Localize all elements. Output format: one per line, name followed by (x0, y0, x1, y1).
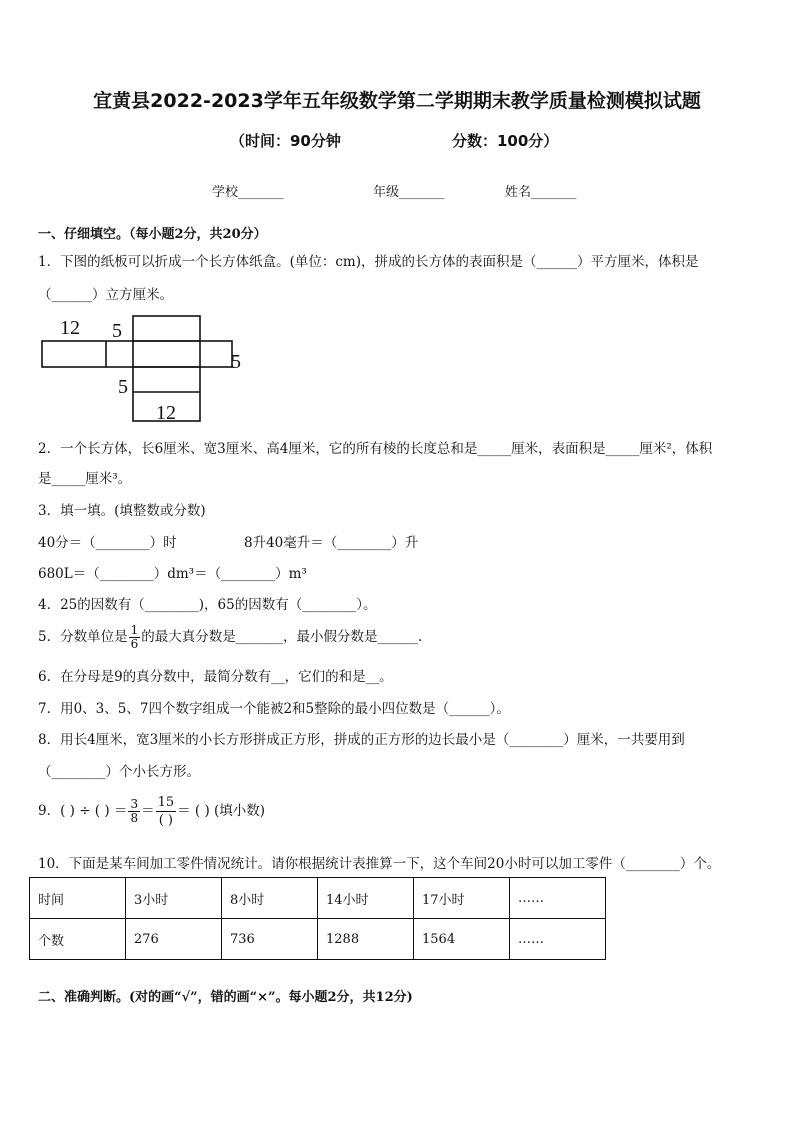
table-cell: 1564 (414, 919, 510, 960)
section-2-heading: 二、准确判断。(对的画“√”，错的画“×”。每小题2分，共12分) (38, 990, 413, 1005)
question-10: 10．下面是某车间加工零件情况统计。请你根据统计表推算一下，这个车间20小时可以加工零件（________）个。 (38, 856, 721, 872)
question-5-before: 5．分数单位是 (38, 629, 128, 645)
fraction-numerator: 15 (157, 795, 175, 810)
school-field: 学校_______ (212, 185, 284, 200)
fraction-denominator: 8 (130, 811, 139, 825)
exam-score: 分数：100分） (452, 132, 559, 150)
question-9-before: 9．( ) ÷ ( ) ＝ (38, 803, 128, 819)
question-3-title: 3．填一填。(填整数或分数) (38, 503, 206, 519)
grade-field: 年级_______ (373, 185, 445, 200)
net-label-bottom-width: 5 (118, 376, 128, 398)
table-row (30, 878, 606, 919)
section-1-heading: 一、仔细填空。（每小题2分，共20分） (38, 227, 267, 242)
table-cell: 8小时 (222, 878, 318, 919)
question-9-fraction-1 (128, 798, 140, 825)
table-cell: 17小时 (414, 878, 510, 919)
table-cell: 1288 (318, 919, 414, 960)
question-1-line-2: （______）立方厘米。 (38, 287, 173, 303)
question-8-line-2: （________）个小长方形。 (38, 764, 200, 780)
question-2-line-2: 是_____厘米³。 (38, 471, 132, 487)
table-cell: …… (510, 919, 606, 960)
question-9 (38, 794, 265, 829)
question-3-part-c: 680L＝（________）dm³＝（________）m³ (38, 566, 307, 582)
table-cell: 736 (222, 919, 318, 960)
question-9-equals: ＝ (141, 803, 155, 819)
question-5-fraction (129, 624, 141, 651)
net-label-right-height: 5 (231, 351, 241, 373)
exam-time: （时间：90分钟 (230, 132, 341, 150)
fraction-numerator: 1 (130, 623, 139, 637)
question-2-line-1: 2．一个长方体，长6厘米、宽3厘米、高4厘米，它的所有棱的长度总和是_____厘米，表面积是_____厘米²，体积 (38, 441, 713, 457)
table-cell: 276 (126, 919, 222, 960)
question-9-after: ＝ ( ) (填小数) (177, 803, 266, 819)
net-label-bottom-length: 12 (156, 402, 176, 424)
table-cell: 个数 (30, 919, 126, 960)
question-6: 6．在分母是9的真分数中，最简分数有__，它们的和是__。 (38, 669, 393, 685)
fraction-denominator: 6 (130, 637, 139, 651)
question-9-fraction-2 (156, 794, 177, 829)
table-cell: 14小时 (318, 878, 414, 919)
page-title: 宜黄县2022-2023学年五年级数学第二学期期末教学质量检测模拟试题 (93, 90, 701, 112)
question-1-line-1: 1．下图的纸板可以折成一个长方体纸盒。(单位：cm)，拼成的长方体的表面积是（______）平方厘米，体积是 (38, 254, 699, 270)
production-table (29, 877, 606, 960)
fraction-numerator: 3 (130, 797, 139, 811)
fraction-denominator: ( ) (158, 813, 173, 828)
question-8-line-1: 8．用长4厘米，宽3厘米的小长方形拼成正方形，拼成的正方形的边长最小是（________）厘米，一共要用到 (38, 732, 685, 748)
net-label-top-length: 12 (60, 317, 80, 339)
table-cell: 时间 (30, 878, 126, 919)
question-5-after: 的最大真分数是_______，最小假分数是______. (141, 629, 423, 645)
question-7: 7．用0、3、5、7四个数字组成一个能被2和5整除的最小四位数是（______）。 (38, 701, 510, 717)
table-cell: …… (510, 878, 606, 919)
question-5 (38, 624, 422, 651)
question-3-part-a: 40分＝（________）时 (38, 535, 177, 551)
name-field: 姓名_______ (505, 185, 577, 200)
question-4: 4．25的因数有（________)，65的因数有（________）。 (38, 597, 377, 613)
table-cell: 3小时 (126, 878, 222, 919)
net-label-top-width: 5 (112, 320, 122, 342)
box-net-figure (38, 310, 248, 425)
table-row (30, 919, 606, 960)
question-3-part-b: 8升40毫升＝（________）升 (244, 535, 419, 551)
